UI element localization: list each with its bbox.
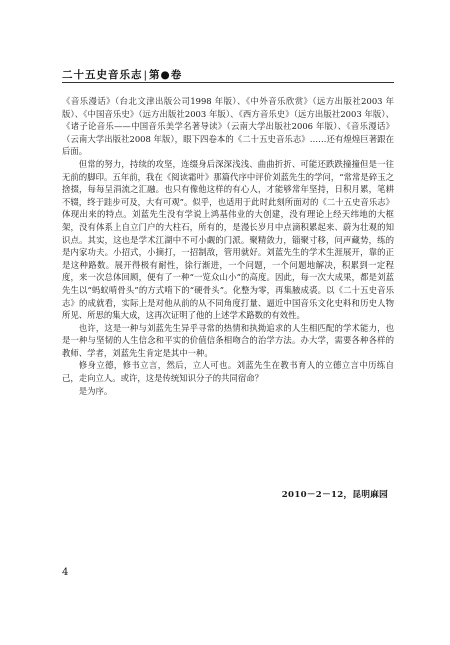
paragraph-virtue: 修身立德，修书立言，然后，立人可也。刘蓝先生在教书育人的立德立言中历练自己，走向立人。或许，这是传统知识分子的共同宿命？	[62, 360, 394, 384]
paragraph-method: 也许，这是一种与刘蓝先生异乎寻常的热情和执拗追求的人生相匹配的学术能力，也是一种与坚韧的人生信念和平实的价值信条相吻合的治学方法。办大学，需要各种各样的教师、学者，刘蓝先生肯定是其中一种。	[62, 322, 394, 358]
paragraph-closing: 是为序。	[78, 385, 113, 396]
paragraph-scholarship: 但常的努力，持续的攻坚，连缀身后深深浅浅、曲曲折折、可能还跌跌撞撞但是一往无前的脚印。五年前，我在《阅读霜叶》那篇代序中评价刘蓝先生的学问，“常常是碎玉之捨掇，每每呈涓流之汇融。也只有像他这样的有心人，才能够常年坚持，日积月累，笔耕不辍，终于跬步可及，大有可观”。似乎，也适用于此时此刻所面对的《二十五史音乐志》体现出来的特点。刘蓝先生没有学说上鸿基伟业的大创建，没有理论上经天纬地的大框架，没有体系上自立门户的大柱石，所有的，是漫长岁月中点滴积累起来、蔚为壮观的知识点。其实，这也是学术江湖中不可小觑的门派。聚精敛力，锱聚寸移，问声藏势，练的是内家功夫。小招式，小摘打，一招制敌，管用就好。刘蓝先生的学术生涯展开，靠的正是这种路数。展开得极有耐性，徐行渐进，一个问题，一个问题地解决，积累到一定程度，来一次总体回顾，便有了一种“一览众山小”的高度。因此，每一次大成果，都是刘蓝先生以“蚂蚁啃骨头”的方式啃下的“硬骨头”。化整为零，再集腋成裘。以《二十五史音乐志》的成就看，实际上是对他从前的从不同角度打量、逼近中国音乐文化史料和历史人物所见、所思的集大成，这再次证明了他的上述学术路数的有效性。	[62, 158, 394, 321]
preface-body	[62, 95, 394, 397]
page-number: 4	[62, 567, 69, 578]
book-title: 二十五史音乐志	[62, 69, 143, 81]
header-rule	[62, 82, 394, 83]
signature-date-place: 2010－2－12，昆明麻园	[281, 490, 388, 500]
header-separator: |	[143, 69, 149, 81]
paragraph-book-list: 《音乐漫话》（台北文津出版公司1998 年版）、《中外音乐欣赏》（远方出版社2003 年版）、《中国音乐史》（远方出版社2003 年版）、《西方音乐史》（远方出版社2003 年版）、《诸子论音乐——中国音乐美学名著导读》（云南大学出版社2006 年版）、《音乐漫话》（云南大学出版社2008 年版），眼下四卷本的《二十五史音乐志》……还有煌煌巨著跟在后面。	[62, 96, 394, 157]
volume-label: 第●卷	[149, 69, 183, 81]
running-header	[62, 67, 394, 82]
